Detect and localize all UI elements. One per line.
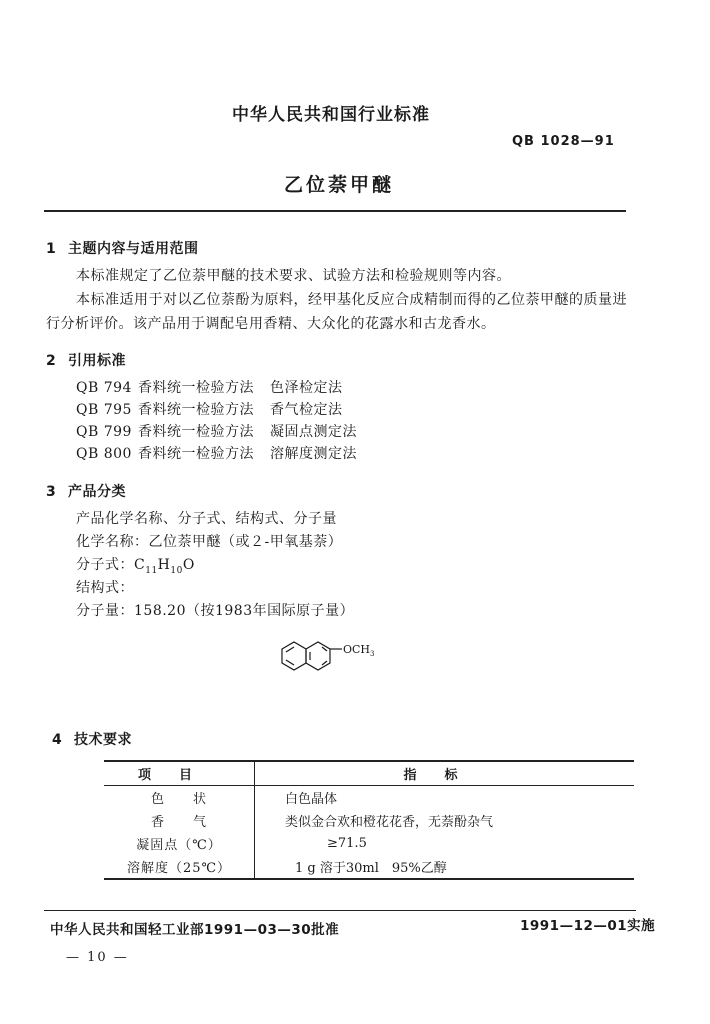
table-row	[104, 855, 634, 879]
row-item: 香 气	[104, 809, 255, 832]
section-3-line-1: 产品化学名称、分子式、结构式、分子量	[76, 511, 337, 527]
column-header-value: 指标	[403, 768, 486, 783]
section-1-para-2b: 行分析评价。该产品用于调配皂用香精、大众化的花露水和古龙香水。	[46, 316, 496, 332]
row-value: ≥71.5	[327, 836, 367, 851]
molecular-weight: 分子量：158.20（按1983年国际原子量）	[76, 603, 355, 619]
row-item: 溶解度（25℃）	[104, 855, 255, 879]
molecular-formula: 分子式：$C_{11}H_{10}O$	[76, 557, 195, 576]
footer-divider	[44, 910, 636, 911]
page-number: — 10 —	[66, 950, 129, 965]
document-title: 乙位萘甲醚	[284, 174, 395, 196]
section-1-para-2a: 本标准适用于对以乙位萘酚为原料，经甲基化反应合成精制而得的乙位萘甲醚的质量进	[76, 292, 627, 308]
row-value: 1 g 溶于30ml 95%乙醇	[295, 861, 447, 876]
row-value: 白色晶体	[285, 792, 338, 807]
section-3-heading: 3 产品分类	[46, 484, 126, 500]
reference-row: QB 794 香料统一检验方法 色泽检定法	[76, 380, 343, 396]
technical-requirements-table	[104, 760, 634, 880]
structure-label: 结构式：	[76, 580, 134, 596]
row-item: 色 状	[104, 786, 255, 810]
table-row	[104, 832, 634, 855]
table-row	[104, 809, 634, 832]
naphthalene-rings	[282, 642, 342, 670]
standard-code: QB 1028—91	[512, 134, 615, 149]
section-2-heading: 2 引用标准	[46, 353, 126, 369]
table-header-row	[104, 761, 634, 786]
section-1-para-1: 本标准规定了乙位萘甲醚的技术要求、试验方法和检验规则等内容。	[76, 268, 511, 284]
section-4-heading: 4 技术要求	[52, 732, 132, 748]
reference-row: QB 795 香料统一检验方法 香气检定法	[76, 402, 343, 418]
implementation-date: 1991—12—01实施	[520, 918, 656, 934]
methoxy-group: $OCH_3$	[343, 643, 375, 658]
approval-line: 中华人民共和国轻工业部1991—03—30批准	[50, 922, 340, 938]
structural-formula	[272, 632, 412, 692]
table-row	[104, 786, 634, 810]
header-divider	[44, 210, 626, 212]
chemical-name: 化学名称：乙位萘甲醚（或２-甲氧基萘）	[76, 534, 343, 550]
row-value: 类似金合欢和橙花花香，无萘酚杂气	[285, 815, 494, 830]
section-1-heading: 1 主题内容与适用范围	[46, 241, 199, 257]
reference-row: QB 800 香料统一检验方法 溶解度测定法	[76, 446, 357, 462]
column-header-item: 项目	[104, 761, 255, 786]
standard-title: 中华人民共和国行业标准	[232, 105, 430, 125]
reference-row: QB 799 香料统一检验方法 凝固点测定法	[76, 424, 357, 440]
row-item: 凝固点（℃）	[104, 832, 255, 855]
